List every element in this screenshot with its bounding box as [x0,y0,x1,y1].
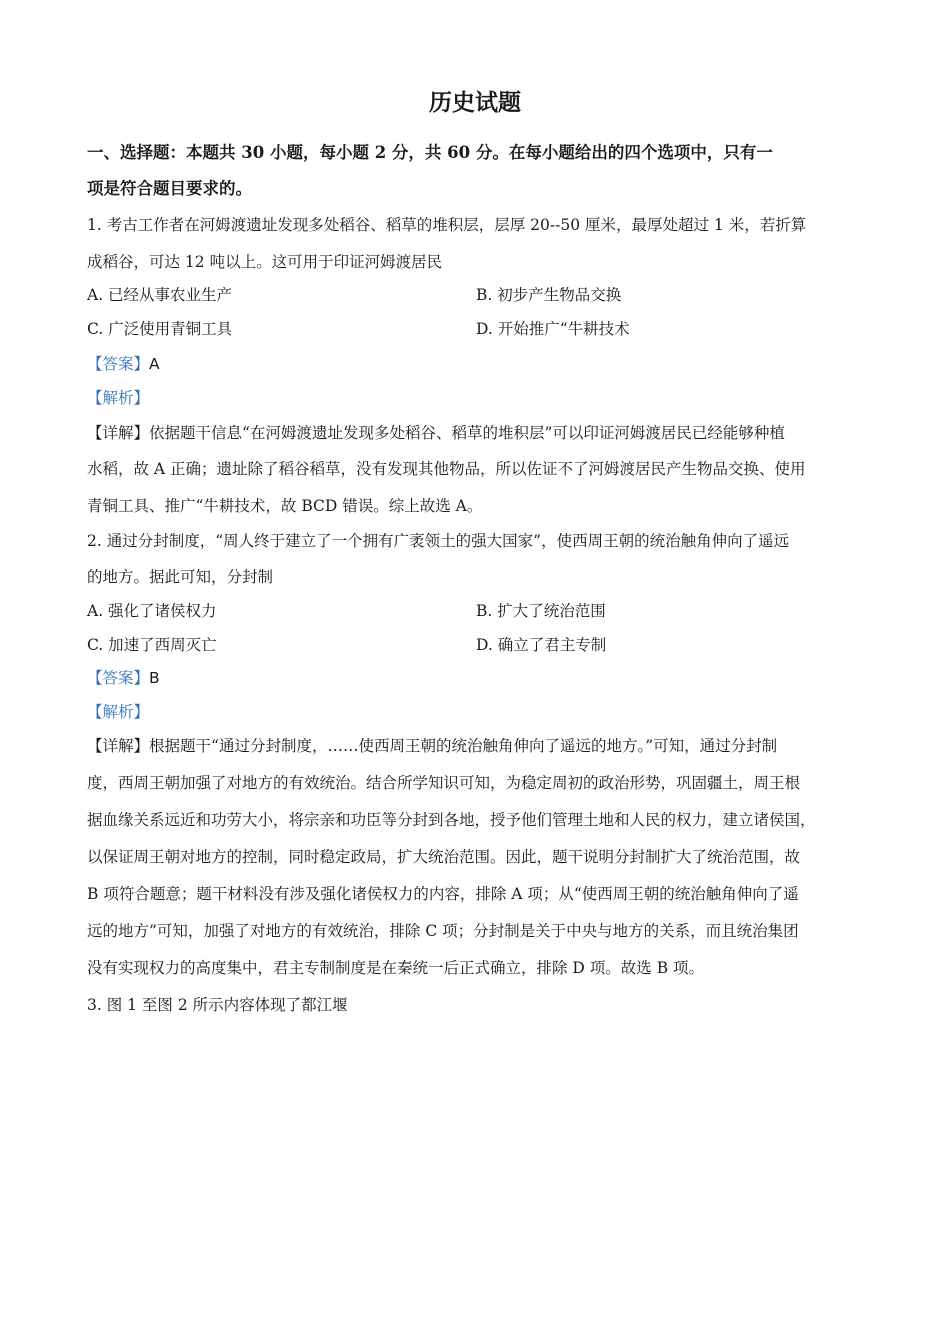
section-heading-line-2: 项是符合题目要求的。 [87,179,252,198]
q1-stem-line-1: 1. 考古工作者在河姆渡遗址发现多处稻谷、稻草的堆积层，层厚 20--50 厘米，最厚处超过 1 米，若折算 [87,216,807,234]
q1-analysis-label: 【解析】 [87,389,150,407]
q1-detail-line-3: 青铜工具、推广“牛耕技术，故 BCD 错误。综上故选 A。 [87,497,483,515]
page-title: 历史试题 [429,89,521,116]
q2-option-d: D. 确立了君主专制 [476,636,607,654]
detail-label: 【详解】 [87,424,150,442]
q2-answer [87,666,160,690]
answer-value: B [149,669,160,687]
detail-text: 依据题干信息“在河姆渡遗址发现多处稻谷、稻草的堆积层”可以印证河姆渡居民已经能够种植 [149,424,785,442]
q2-detail-line-6: 远的地方”可知，加强了对地方的有效统治，排除 C 项；分封制是关于中央与地方的关系，而且统治集团 [87,922,799,940]
q2-detail-line-1 [87,734,777,758]
q2-stem-line-2: 的地方。据此可知，分封制 [87,568,274,586]
q1-detail-line-1 [87,421,785,445]
q2-option-b: B. 扩大了统治范围 [476,602,606,620]
q1-detail-line-2: 水稻，故 A 正确；遗址除了稻谷稻草，没有发现其他物品，所以佐证不了河姆渡居民产生物品交换、使用 [87,460,806,478]
answer-value: A [149,355,160,373]
detail-label: 【详解】 [87,737,150,755]
q2-stem-line-1: 2. 通过分封制度，“周人终于建立了一个拥有广袤领土的强大国家”，使西周王朝的统治触角伸向了遥远 [87,532,790,550]
detail-text: 根据题干“通过分封制度，……使西周王朝的统治触角伸向了遥远的地方。”可知，通过分封制 [149,737,778,755]
section-heading-line-1: 一、选择题：本题共 30 小题，每小题 2 分，共 60 分。在每小题给出的四个选项中，只有一 [87,143,773,162]
q2-detail-line-2: 度，西周王朝加强了对地方的有效统治。结合所学知识可知，为稳定周初的政治形势，巩固疆土，周王根 [87,774,801,792]
answer-label: 【答案】 [87,355,150,373]
q1-option-b: B. 初步产生物品交换 [476,286,622,304]
q2-detail-line-3: 据血缘关系远近和功劳大小，将宗亲和功臣等分封到各地，授予他们管理土地和人民的权力，建立诸侯国， [87,811,816,829]
q1-option-c: C. 广泛使用青铜工具 [87,320,233,338]
q3-stem-line-1: 3. 图 1 至图 2 所示内容体现了都江堰 [87,996,348,1014]
q2-detail-line-5: B 项符合题意；题干材料没有涉及强化诸侯权力的内容，排除 A 项；从“使西周王朝的统治触角伸向了遥 [87,885,799,903]
q2-detail-line-7: 没有实现权力的高度集中，君主专制制度是在秦统一后正式确立，排除 D 项。故选 B 项。 [87,959,705,977]
q2-analysis-label: 【解析】 [87,703,150,721]
answer-label: 【答案】 [87,669,150,687]
q1-answer [87,352,160,376]
q2-detail-line-4: 以保证周王朝对地方的控制，同时稳定政局，扩大统治范围。因此，题干说明分封制扩大了统治范围，故 [87,848,801,866]
q2-option-c: C. 加速了西周灭亡 [87,636,217,654]
q2-option-a: A. 强化了诸侯权力 [87,602,217,620]
q1-option-a: A. 已经从事农业生产 [87,286,233,304]
q1-option-d: D. 开始推广“牛耕技术 [476,320,630,338]
q1-stem-line-2: 成稻谷，可达 12 吨以上。这可用于印证河姆渡居民 [87,253,443,271]
